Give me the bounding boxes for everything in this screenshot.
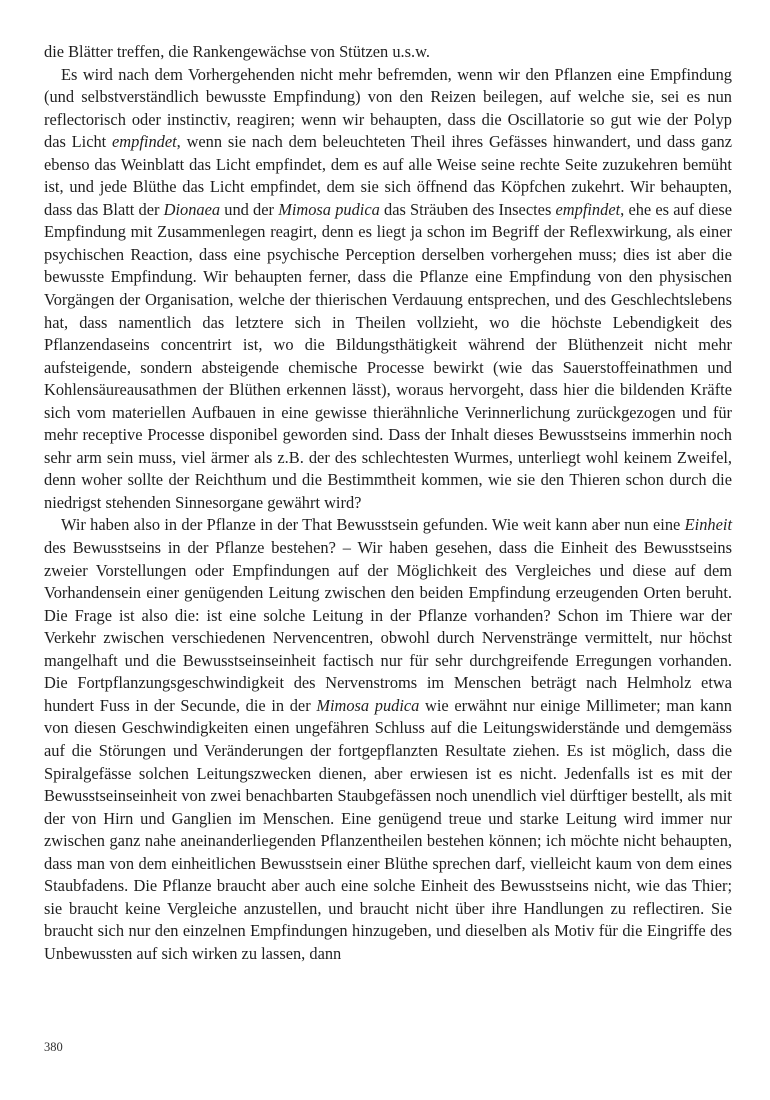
text-run: , wenn sie nach dem beleuchteten Theil ihres Gefässes hinwandert, und dass ganz ebenso das Weinblatt das Licht empfindet, dem es auf alle Weise seine rechte Seite zuzukehren bemüht ist, und jede Blüthe das Licht empfindet, dem sie sich öffnend das Köpfchen zukehrt. Wir behaupten, dass das Blatt der <box>44 132 732 219</box>
italic-term: empfindet <box>112 132 177 152</box>
italic-term: Dionaea <box>163 199 221 219</box>
text-run: wie erwähnt nur einige Millimeter; man kann von diesen Geschwindigkeiten einen ungefähren Schluss auf die Leitungswiderstände und demgemäss auf die Störungen und Veränderungen der fortgepflanzten Resultate ziehen. Es ist möglich, dass die Spiralgefässe solchen Leitungszwecken dienen, aber erwiesen ist es nicht. Jedenfalls ist es mit der Bewusstseinseinheit von zwei benachbarten Staubgefässen noch unendlich viel dürftiger bestellt, als mit der von Hirn und Ganglien im Menschen. Eine genügend treue und starke Leitung wird immer nur zwischen ganz nahe aneinanderliegenden Pflanzentheilen bestehen können; ich möchte nicht behaupten, dass man von dem einheitlichen Bewusstsein einer Blüthe sprechen darf, vielleicht kaum von dem eines Staubfadens. Die Pflanze braucht aber auch eine solche Einheit des Bewusstseins nicht, wie das Thier; sie braucht keine Vergleiche anzustellen, und braucht nicht über ihre Handlungen zu reflectiren. Sie braucht sich nur den einzelnen Empfindungen hinzugeben, und dieselben als Motiv für die Eingriffe des Unbewussten auf sich wirken zu lassen, dann <box>44 695 732 963</box>
text-run: , ehe es auf diese Empfindung mit Zusammenlegen reagirt, denn es liegt ja schon im Begriff der Reflexwirkung, als einer psychischen Reaction, dass eine psychische Perception derselben vorhergehen muss; dies ist aber die bewusste Empfindung. Wir behaupten ferner, dass die Pflanze eine Empfindung von den physischen Vorgängen der Organisation, welche der thierischen Verdauung entsprechen, und des Geschlechtslebens hat, dass namentlich das letztere sich in Theilen vollzieht, wo die höchste Lebendigkeit des Pflanzendaseins concentrirt ist, wo die Bildungsthätigkeit während der Blüthenzeit nicht mehr aufsteigende, sondern absteigende chemische Processe bewirkt (wie das Sauerstoffeinathmen und Kohlensäureausathmen der Blüthen erkennen lässt), woraus hervorgeht, dass hier die bildenden Kräfte sich vom materiellen Aufbauen in eine gewisse thierähnliche Verinnerlichung zurückgezogen und für mehr receptive Processe disponibel geworden sind. Dass der Inhalt dieses Bewusstseins immerhin noch sehr arm sein muss, viel ärmer als z.B. der des schlechtesten Wurmes, unterliegt wohl keinem Zweifel, denn woher sollte der Reichthum und die Bestimmtheit kommen, wie sie den Thieren schon durch die niedrigst stehenden Sinnesorgane gewährt wird? <box>44 199 733 512</box>
paragraph <box>44 41 732 64</box>
text-run: Es wird nach dem Vorhergehenden nicht mehr befremden, wenn wir den Pflanzen eine Empfindung (und selbstverständlich bewusste Empfindung) von den Reizen beilegen, auf welche sie, sei es nun reflectorisch oder instinctiv, reagiren; wenn wir behaupten, dass die Oscillatorie so gut wie der Polyp das Licht <box>44 64 732 152</box>
page-body <box>44 41 732 965</box>
italic-term: Mimosa pudica <box>278 199 380 219</box>
paragraph <box>44 514 732 965</box>
text-run: des Bewusstseins in der Pflanze bestehen? – Wir haben gesehen, dass die Einheit des Bewusstseins zweier Vorstellungen oder Empfindungen auf der Möglichkeit des Vergleiches und diese auf dem Vorhandensein einer genügenden Leitung zwischen den beiden Empfindung erzeugenden Orten beruht. Die Frage ist also die: ist eine solche Leitung in der Pflanze vorhanden? Schon im Thiere war der Verkehr zwischen verschiedenen Nervencentren, obwohl durch Nervenstränge vermittelt, nur höchst mangelhaft und die Bewusstseinseinheit factisch nur für sehr durchgreifende Erregungen vorhanden. Die Fortpflanzungsgeschwindigkeit des Nervenstroms im Menschen beträgt nach Helmholz etwa hundert Fuss in der Secunde, die in der <box>44 538 732 715</box>
italic-term: Mimosa pudica <box>316 695 420 715</box>
text-run: und der <box>220 199 279 219</box>
italic-term: Einheit <box>684 515 732 535</box>
text-run: das Sträuben des Insectes <box>379 199 556 219</box>
page-number: 380 <box>44 1040 63 1054</box>
text-run: Wir haben also in der Pflanze in der That Bewusstsein gefunden. Wie weit kann aber nun eine <box>61 515 685 535</box>
italic-term: empfindet <box>555 199 621 219</box>
paragraph <box>44 64 732 515</box>
text-run: die Blätter treffen, die Rankengewächse von Stützen u.s.w. <box>44 42 430 61</box>
